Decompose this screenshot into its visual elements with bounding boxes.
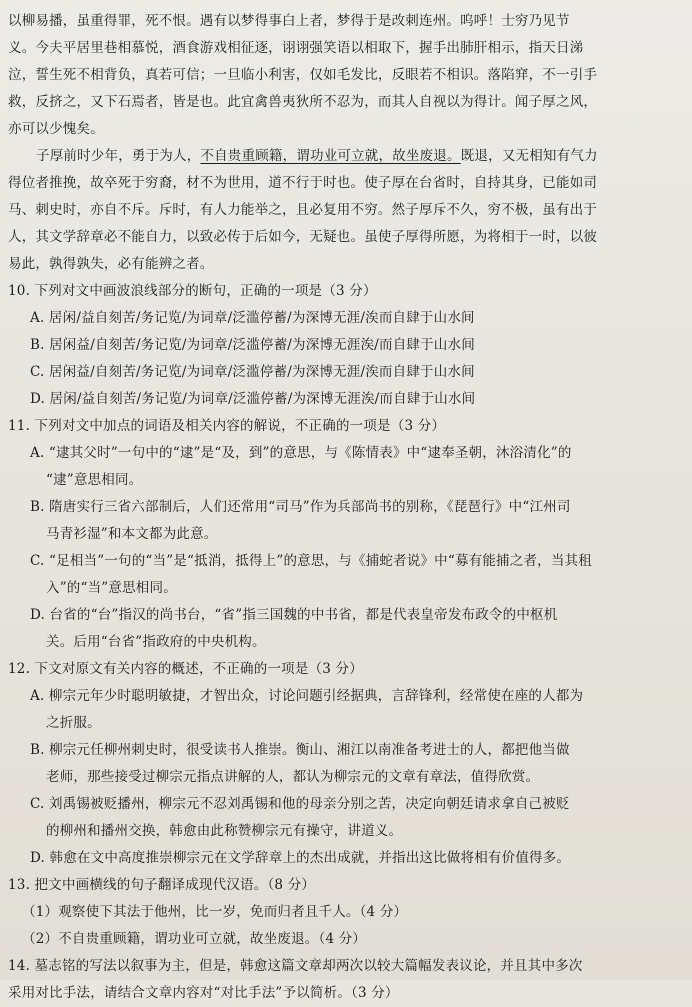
underlined-sentence: 不自贵重顾籍，谓功业可立就，故坐废退。 [200,148,461,164]
option-a-continued: 之折服。 [46,715,101,731]
passage-text: 既退，又无相知有气力 [460,148,598,164]
question-14 [8,953,682,1007]
question-11 [8,413,682,656]
option-b: B. 居闲益/自刻苦/务记览/为词章/泛滥停蓄/为深博无涯涘/而自肆于山水间 [30,337,475,353]
passage-line: 亦可以少愧矣。 [8,121,104,137]
translation-item-2: （2）不自贵重顾籍，谓功业可立就，故坐废退。（4 分） [22,931,367,947]
option-d: D. 居闲/益自刻苦/务记览/为词章/泛滥停蓄/为深博无涯涘/而自肆于山水间 [30,391,476,407]
option-b: B. 柳宗元任柳州刺史时，很受读书人推崇。衡山、湘江以南准备考进士的人，都把他当做 [30,742,570,758]
passage-line: 泣，誓生死不相背负，真若可信；一旦临小利害，仅如毛发比，反眼若不相识。落陷穽，不一引手 [8,67,598,83]
option-a: A. 柳宗元年少时聪明敏捷，才智出众，讨论问题引经据典，言辞锋利，经常使在座的人都为 [30,688,584,704]
option-a: A. 居闲/益自刻苦/务记览/为词章/泛滥停蓄/为深博无涯/涘而自肆于山水间 [30,310,475,326]
passage-line: 马、刺史时，亦自不斥。斥时，有人力能举之，且必复用不穷。然子厚斥不久，穷不极，虽有出于 [8,202,598,218]
question-stem: 14. 墓志铭的写法以叙事为主，但是，韩愈这篇文章却两次以较大篇幅发表议论，并且其中多次 [8,958,583,974]
option-c: C. 刘禹锡被贬播州，柳宗元不忍刘禹锡和他的母亲分别之苦，决定向朝廷请求拿自己被贬 [30,796,570,812]
question-stem: 13. 把文中画横线的句子翻译成现代汉语。（8 分） [8,877,316,893]
passage-line: 易此，孰得孰失，必有能辨之者。 [8,256,214,272]
option-d: D. 韩愈在文中高度推崇柳宗元在文学辞章上的杰出成就，并指出这比做将相有价值得多。 [30,850,571,866]
question-12 [8,656,682,872]
option-b-continued: 马青衫湿”和本文都为此意。 [46,526,218,542]
passage-line: 人，其文学辞章必不能自力，以致必传于后如今，无疑也。虽使子厚得所愿，为将相于一时，以彼 [8,229,598,245]
question-stem-continued: 采用对比手法，请结合文章内容对“对比手法”予以简析。（3 分） [8,985,399,1001]
option-c: C. “足相当”一句的“当”是“抵消，抵得上”的意思，与《捕蛇者说》中“募有能捕之者，当其租 [30,553,592,569]
option-c-continued: 入”的“当”意思相同。 [46,580,177,596]
option-a-continued: “逮”意思相同。 [46,472,143,488]
passage-paragraph-2-start [8,143,682,170]
question-stem: 11. 下列对文中加点的词语及相关内容的解说，不正确的一项是（3 分） [8,418,446,434]
passage-line: 救，反挤之，又下石焉者，皆是也。此宜禽兽夷狄所不忍为，而其人自视以为得计。闻子厚之风， [8,94,598,110]
question-stem: 12. 下文对原文有关内容的概述，不正确的一项是（3 分） [8,661,363,677]
passage-text: 子厚前时少年，勇于为人， [36,148,201,164]
question-stem: 10. 下列对文中画波浪线部分的断句，正确的一项是（3 分） [8,283,377,299]
option-d: D. 台省的“台”指汉的尚书台，“省”指三国魏的中书省，都是代表皇帝发布政令的中枢机 [30,607,558,623]
option-d-continued: 关。后用“台省”指政府的中央机构。 [46,634,266,650]
option-a: A. “逮其父时”一句中的“逮”是“及，到”的意思，与《陈情表》中“逮奉圣朝，沐浴清化”的 [30,445,572,461]
option-b-continued: 老师，那些接受过柳宗元指点讲解的人，都认为柳宗元的文章有章法，值得欣赏。 [46,769,540,785]
option-c: C. 居闲益/自刻苦/务记览/为词章/泛滥停蓄/为深博无涯/涘而自肆于山水间 [30,364,475,380]
option-b: B. 隋唐实行三省六部制后，人们还常用“司马”作为兵部尚书的别称，《琵琶行》中“江州司 [30,499,571,515]
option-c-continued: 的柳州和播州交换，韩愈由此称赞柳宗元有操守，讲道义。 [46,823,403,839]
passage-line: 得位者推挽，故卒死于穷裔，材不为世用，道不行于时也。使子厚在台省时，自持其身，已能如司 [8,175,598,191]
translation-item-1: （1）观察使下其法于他州，比一岁，免而归者且千人。（4 分） [22,904,408,920]
question-10 [8,278,682,413]
passage-line: 以柳易播，虽重得罪，死不恨。遇有以梦得事白上者，梦得于是改刺连州。呜呼！士穷乃见节 [8,13,570,29]
passage-line: 义。今夫平居里巷相慕悦，酒食游戏相征逐，诩诩强笑语以相取下，握手出肺肝相示，指天日涕 [8,40,584,56]
question-13 [8,872,682,953]
passage [8,8,682,278]
